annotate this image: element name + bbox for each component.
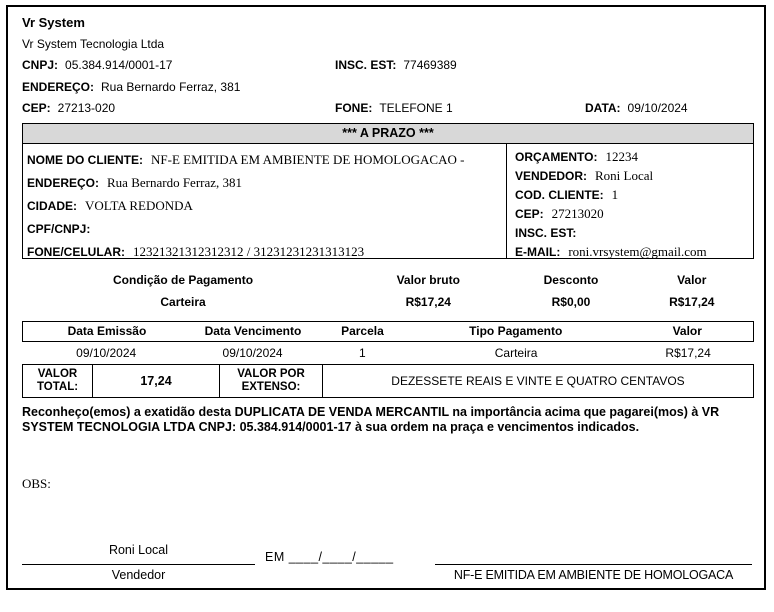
vendedor-value: Roni Local [595,167,654,183]
client-info-column [23,144,507,258]
tipo-pagamento-cell: Carteira [494,345,538,360]
data-vencimento-header: Data Vencimento [204,323,302,338]
data-emissao-cell: 09/10/2024 [76,345,137,360]
valor-bruto-header: Valor bruto [396,272,460,287]
payment-condition-headers [22,269,754,291]
parcela-header: Parcela [341,323,384,338]
valor-value: R$17,24 [669,294,715,309]
fone-label: FONE: [335,101,373,115]
vendor-signature-name: Roni Local [108,543,169,557]
parcel-table-row [22,342,754,364]
tipo-pagamento-header: Tipo Pagamento [469,323,563,338]
cod-cliente-row [515,185,749,204]
company-cep-row [22,98,754,120]
nome-cliente-label: NOME DO CLIENTE: [27,152,143,167]
client-insc-row [515,223,749,242]
valor-total-label: VALOR TOTAL: [23,365,93,397]
desconto-header: Desconto [543,272,599,287]
nome-cliente-value: NF-E EMITIDA EM AMBIENTE DE HOMOLOGACAO - [151,151,465,167]
client-endereco-value: Rua Bernardo Ferraz, 381 [107,174,243,190]
company-endereco-row [22,77,754,99]
company-legal-name: Vr System Tecnologia Ltda [22,36,165,51]
client-endereco-row [27,171,502,194]
desconto-value: R$0,00 [551,294,591,309]
orcamento-row [515,147,749,166]
valor-cell: R$17,24 [665,345,711,360]
vendor-role-label: Vendedor [111,568,166,582]
cpf-cnpj-label: CPF/CNPJ: [27,221,91,236]
signature-area [22,541,754,589]
client-box [22,144,754,259]
valor-col-header: Valor [672,323,702,338]
endereco-label: ENDEREÇO: [22,79,95,94]
orcamento-value: 12234 [605,148,638,164]
a-prazo-banner: *** A PRAZO *** [22,123,754,144]
cnpj-value: 05.384.914/0001-17 [65,58,173,72]
cep-value: 27213-020 [57,101,116,115]
client-cep-label: CEP: [515,206,544,221]
client-cidade-row [27,194,502,217]
duplicata-document [6,5,766,590]
fone-value: TELEFONE 1 [379,101,453,115]
insc-est-value: 77469389 [403,58,457,72]
client-cep-value: 27213020 [551,205,604,221]
company-name: Vr System [22,15,85,30]
valor-extenso-label: VALOR POR EXTENSO: [220,365,323,397]
data-label: DATA: [585,101,621,115]
email-row [515,242,749,261]
vendedor-row [515,166,749,185]
fone-celular-value: 12321321312312312 / 31231231231313123 [133,243,365,259]
cidade-label: CIDADE: [27,198,77,213]
parcels-table-header [22,321,754,342]
client-nome-row [27,148,502,171]
parcela-cell: 1 [359,345,366,360]
insc-est-label: INSC. EST: [335,58,397,72]
condicao-pagamento-value: Carteira [160,294,206,309]
data-vencimento-cell: 09/10/2024 [222,345,283,360]
company-header [22,7,754,120]
order-info-column [507,144,753,258]
cnpj-label: CNPJ: [22,58,59,72]
client-cpf-row [27,217,502,240]
client-fone-row [27,240,502,263]
document-content [22,7,754,492]
homologacao-note: NF-E EMITIDA EM AMBIENTE DE HOMOLOGACA [453,568,734,582]
endereco-value: Rua Bernardo Ferraz, 381 [101,79,241,94]
declaration-text: Reconheço(emos) a exatidão desta DUPLICATA DE VENDA MERCANTIL na importância acima que pagarei(mos) à VR SYSTEM TECNOLOGIA LTDA CNPJ: 05.384.914/0001-17 à sua ordem na praça e vencimentos indicados. [22,404,720,434]
company-cnpj-row [22,55,754,77]
client-cep-row [515,204,749,223]
client-insc-label: INSC. EST: [515,225,577,240]
email-value: roni.vrsystem@gmail.com [568,243,707,259]
email-label: E-MAIL: [515,244,561,259]
valor-extenso-value: DEZESSETE REAIS E VINTE E QUATRO CENTAVOS [391,373,685,388]
em-date-blanks: EM ____/____/_____ [265,550,394,564]
valor-bruto-value: R$17,24 [405,294,451,309]
data-value: 09/10/2024 [627,101,688,115]
valor-total-value: 17,24 [93,365,220,397]
cod-cliente-value: 1 [611,186,619,202]
data-emissao-header: Data Emissão [67,323,147,338]
client-endereco-label: ENDEREÇO: [27,175,100,190]
valor-header: Valor [677,272,707,287]
orcamento-label: ORÇAMENTO: [515,149,598,164]
cep-label: CEP: [22,101,51,115]
cod-cliente-label: COD. CLIENTE: [515,187,604,202]
vendor-signature-line [22,564,255,565]
condicao-pagamento-header: Condição de Pagamento [113,272,254,287]
total-box [22,364,754,398]
obs-label: OBS: [22,475,51,491]
acceptor-signature-line [435,564,752,565]
payment-condition-values [22,291,754,313]
vendedor-label: VENDEDOR: [515,168,588,183]
fone-celular-label: FONE/CELULAR: [27,244,125,259]
cidade-value: VOLTA REDONDA [85,197,193,213]
